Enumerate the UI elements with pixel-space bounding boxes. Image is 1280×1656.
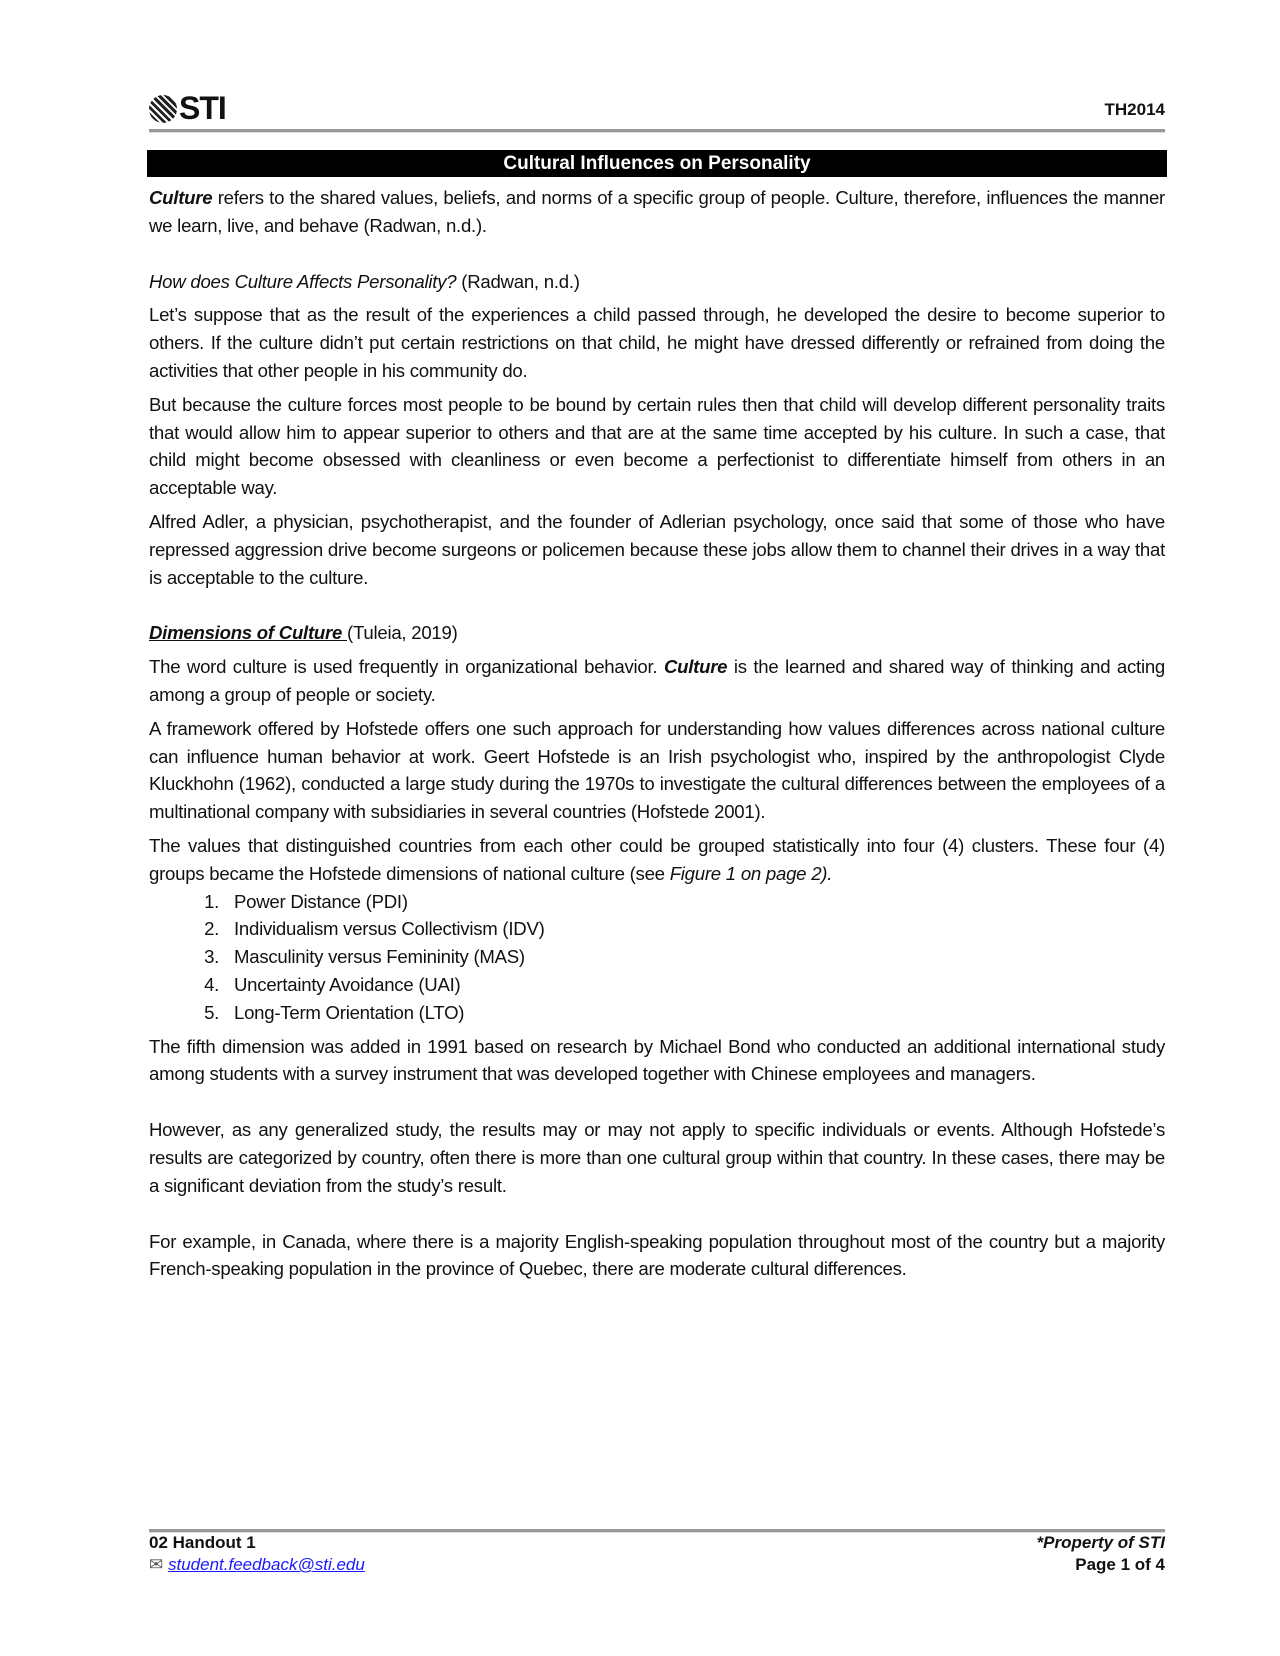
- logo-text: STI: [179, 90, 226, 126]
- paragraph: [149, 832, 1165, 888]
- paragraph: Let’s suppose that as the result of the experiences a child passed through, he developed the desire to become superior to others. If the culture didn’t put certain restrictions on that child, he might have dressed differently or refrained from doing the activities that other people in his community do.: [149, 304, 1165, 381]
- sti-logo: [149, 90, 226, 127]
- intro-paragraph: [149, 184, 1165, 240]
- page-number: Page 1 of 4: [1075, 1555, 1165, 1574]
- feedback-email-link[interactable]: student.feedback@sti.edu: [167, 1555, 365, 1574]
- list-item: 1. Power Distance (PDI): [224, 888, 1165, 916]
- handout-label: 02 Handout 1: [149, 1533, 256, 1552]
- page-title: Cultural Influences on Personality: [147, 150, 1167, 177]
- footer: [149, 1532, 1165, 1576]
- cite: (Tuleia, 2019): [347, 622, 458, 644]
- figure-ref: Figure 1 on page 2).: [669, 862, 833, 884]
- header-rule: [149, 129, 1165, 133]
- heading: Dimensions of Culture: [149, 622, 348, 644]
- document-code: TH2014: [1104, 100, 1165, 119]
- paragraph: The fifth dimension was added in 1991 based on research by Michael Bond who conducted an additional international study among students with a survey instrument that was developed together with Chinese employees and managers.: [149, 1035, 1165, 1085]
- text: is the learned and shared way of thinking and acting among a group of people or society.: [149, 656, 1166, 705]
- document-body: [149, 184, 1165, 1289]
- paragraph: Alfred Adler, a physician, psychotherapist, and the founder of Adlerian psychology, once said that some of those who have repressed aggression drive become surgeons or policemen because these jobs allow them to channel their drives in a way that is acceptable to the culture.: [149, 510, 1165, 588]
- list-item: 3. Masculinity versus Femininity (MAS): [224, 943, 1165, 971]
- cite: (Radwan, n.d.): [456, 270, 580, 292]
- text: The word culture is used frequently in organizational behavior.: [149, 656, 664, 678]
- paragraph: But because the culture forces most people to be bound by certain rules then that child will develop different personality traits that would allow him to appear superior to others and that are at the same time accepted by his culture. In such a case, that child might become obsessed with cleanliness or even become a perfectionist to differentiate himself from others in an acceptable way.: [149, 393, 1165, 499]
- envelope-icon: ✉: [149, 1555, 164, 1574]
- dimensions-list: [149, 888, 1165, 1027]
- paragraph: [149, 653, 1165, 709]
- paragraph: However, as any generalized study, the results may or may not apply to specific individuals or events. Although Hofstede’s results are categorized by country, often there is more than one cultural group within that country. In these cases, there may be a significant deviation from the study’s result.: [149, 1119, 1165, 1196]
- section2-heading: [149, 619, 1165, 647]
- list-item: 5. Long-Term Orientation (LTO): [224, 999, 1165, 1027]
- text: The values that distinguished countries from each other could be grouped statistically into four (4) clusters. These four (4) groups became the Hofstede dimensions of national culture (see: [149, 834, 1165, 884]
- paragraph: A framework offered by Hofstede offers one such approach for understanding how values differences across national culture can influence human behavior at work. Geert Hofstede is an Irish psychologist who, inspired by the anthropologist Clyde Kluckhohn (1962), conducted a large study during the 1970s to investigate the cultural differences between the employees of a multinational company with subsidiaries in several countries (Hofstede 2001).: [149, 717, 1165, 823]
- section1-heading: [149, 268, 1165, 296]
- list-item: 2. Individualism versus Collectivism (IDV): [224, 915, 1165, 943]
- text: refers to the shared values, beliefs, and norms of a specific group of people. Culture, therefore, influences the manner we learn, live, and behave (Radwan, n.d.).: [149, 187, 1165, 236]
- globe-icon: [149, 95, 177, 123]
- term: Culture: [663, 656, 728, 678]
- list-item: 4. Uncertainty Avoidance (UAI): [224, 971, 1165, 999]
- property-label: *Property of STI: [1036, 1533, 1165, 1552]
- term: Culture: [149, 187, 213, 208]
- heading: How does Culture Affects Personality?: [149, 270, 457, 292]
- paragraph: For example, in Canada, where there is a majority English-speaking population throughout most of the country but a majority French-speaking population in the province of Quebec, there are moderate cultural differences.: [149, 1230, 1165, 1280]
